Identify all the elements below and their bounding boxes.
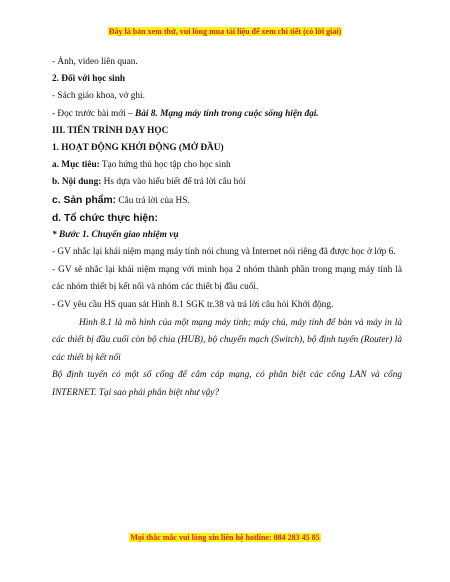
product-line	[52, 192, 402, 210]
hotline-text: Mọi thắc mắc vui lòng xin liên hệ hotline: 084 283 45 85	[130, 533, 320, 542]
paragraph: Bộ định tuyến có một số cổng để cắm cáp mạng, có phân biệt các cổng LAN và cổng INTERNET. Tại sao phải phân biệt như vậy?	[52, 370, 402, 398]
paragraph: Hình 8.1 là mô hình của một mạng máy tính; máy chủ, máy tính để bàn và máy in là các thiết bị đầu cuối còn bộ chia (HUB), bộ chuyển mạch (Switch), bộ định tuyến (Router) là các thiết bị kết nối	[52, 317, 402, 363]
list-item: - Sách giáo khoa, vở ghi.	[52, 91, 145, 102]
step-heading: * Bước 1. Chuyển giao nhiệm vụ	[52, 230, 179, 241]
objective-line	[52, 157, 402, 174]
list-item: - Ảnh, video liên quan.	[52, 57, 138, 67]
list-item-text: - Đọc trước bài mới –	[52, 108, 136, 119]
section-heading: III. TIẾN TRÌNH DẠY HỌC	[52, 125, 169, 136]
paragraph: - GV nhắc lại khái niệm mạng máy tính nói chung và Internet nói riêng đã được học ở lớp 6.	[52, 247, 396, 258]
list-item	[52, 106, 402, 123]
content-label: b. Nội dung:	[52, 177, 102, 188]
paragraph: - GV yêu cầu HS quan sát Hình 8.1 SGK tr.38 và trả lời câu hỏi Khởi động.	[52, 300, 334, 311]
section-heading: 1. HOẠT ĐỘNG KHỞI ĐỘNG (MỞ ĐẦU)	[52, 143, 224, 154]
preview-notice-banner	[0, 27, 450, 36]
objective-label: a. Mục tiêu:	[52, 160, 100, 171]
content-line	[52, 174, 402, 191]
objective-text: Tạo hứng thú học tập cho học sinh	[99, 160, 231, 171]
content-text: Hs dựa vào hiểu biết để trả lời câu hỏi	[101, 177, 246, 188]
lesson-title: Bài 8. Mạng máy tính trong cuộc sống hiện đại.	[135, 108, 319, 119]
preview-notice-text: Đây là bản xem thử, vui lòng mua tài liệu để xem chi tiết (có lời giải)	[108, 27, 342, 36]
organization-heading: d. Tổ chức thực hiện:	[52, 212, 158, 224]
section-heading: 2. Đối với học sinh	[52, 74, 126, 85]
product-text: Câu trả lời của HS.	[116, 195, 190, 206]
paragraph: - GV sẽ nhắc lại khái niệm mạng với minh họa 2 nhóm thành phần trong mạng máy tính là các nhóm thiết bị kết nối và nhóm các thiết bị đầu cuối.	[52, 264, 402, 293]
product-label: c. Sản phẩm:	[52, 194, 117, 206]
document-body	[52, 54, 402, 403]
hotline-banner	[0, 533, 450, 542]
